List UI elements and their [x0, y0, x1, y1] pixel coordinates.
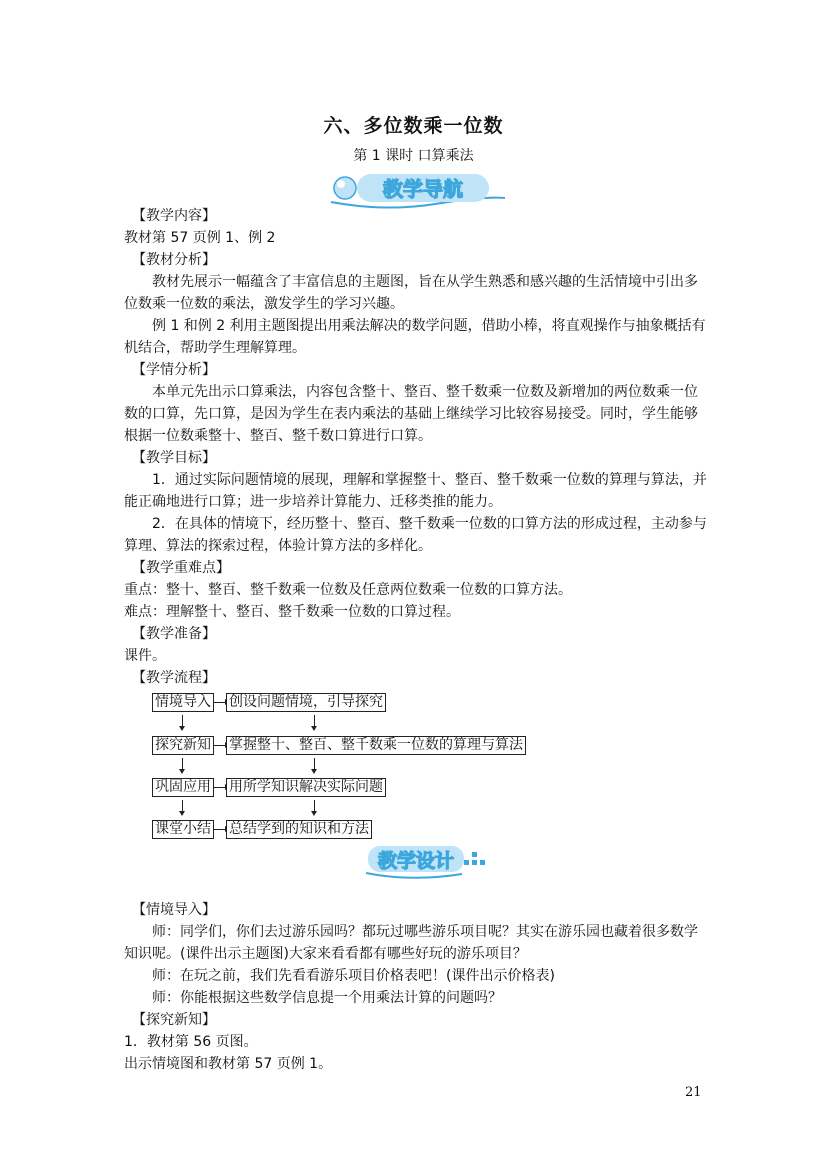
- teaching-flow-diagram: [124, 691, 709, 841]
- flow-step-box: 课堂小结: [152, 820, 214, 839]
- paragraph: 1．通过实际问题情境的展现，理解和掌握整十、整百、整千数乘一位数的算理与算法，并能正确地进行口算；进一步培养计算能力、迁移类推的能力。: [124, 472, 707, 510]
- flow-step-box: 巩固应用: [152, 778, 214, 797]
- section-text: 出示情境图和教材第 57 页例 1。: [124, 1056, 333, 1072]
- arrow-down-icon: [314, 715, 315, 727]
- section-heading: 【教学重难点】: [132, 560, 230, 576]
- section-heading: 【教学准备】: [132, 626, 216, 642]
- flow-desc-box: 掌握整十、整百、整千数乘一位数的算理与算法: [226, 736, 526, 755]
- lesson-body: [124, 205, 709, 1075]
- banner-text: 教学导航: [383, 177, 463, 201]
- paragraph: 师：同学们，你们去过游乐园吗？都玩过哪些游乐项目呢？其实在游乐园也藏着很多数学知识呢。(课件出示主题图)大家来看看都有哪些好玩的游乐项目？: [124, 924, 698, 962]
- flow-step-box: 探究新知: [152, 736, 214, 755]
- arrow-right-icon: [214, 787, 226, 788]
- paragraph: 师：你能根据这些数学信息提一个用乘法计算的问题吗？: [152, 990, 502, 1006]
- section-heading: 【教学内容】: [132, 208, 216, 224]
- arrow-right-icon: [214, 745, 226, 746]
- arrow-down-icon: [182, 715, 183, 727]
- arrow-down-icon: [182, 800, 183, 812]
- arrow-right-icon: [214, 702, 226, 703]
- flow-desc-box: 总结学到的知识和方法: [226, 820, 372, 839]
- section-heading: 【教学目标】: [132, 450, 216, 466]
- section-heading: 【教材分析】: [132, 252, 216, 268]
- flow-desc-box: 创设问题情境，引导探究: [226, 693, 386, 712]
- arrow-down-icon: [314, 758, 315, 770]
- section-text: 1．教材第 56 页图。: [124, 1034, 258, 1050]
- flow-desc-box: 用所学知识解决实际问题: [226, 778, 386, 797]
- page-title: 六、多位数乘一位数: [323, 115, 504, 137]
- section-text: 重点：整十、整百、整千数乘一位数及任意两位数乘一位数的口算方法。: [124, 582, 572, 598]
- paragraph: 例 1 和例 2 利用主题图提出用乘法解决的数学问题，借助小棒，将直观操作与抽象概括有机结合，帮助学生理解算理。: [124, 318, 706, 356]
- paragraph: 2．在具体的情境下，经历整十、整百、整千数乘一位数的口算方法的形成过程，主动参与算理、算法的探索过程，体验计算方法的多样化。: [124, 516, 707, 554]
- page-number: 21: [685, 1085, 702, 1100]
- section-heading: 【教学流程】: [132, 670, 216, 686]
- flow-step-box: 情境导入: [152, 693, 214, 712]
- paragraph: 教材先展示一幅蕴含了丰富信息的主题图，旨在从学生熟悉和感兴趣的生活情境中引出多位数乘一位数的乘法，激发学生的学习兴趣。: [124, 274, 698, 312]
- section-text: 课件。: [124, 648, 166, 664]
- section-heading: 【情境导入】: [132, 902, 216, 918]
- lesson-subtitle: 第 1 课时 口算乘法: [353, 148, 474, 164]
- paragraph: 师：在玩之前，我们先看看游乐项目价格表吧！(课件出示价格表): [152, 968, 555, 984]
- section-text: 教材第 57 页例 1、例 2: [124, 230, 276, 246]
- section-text: 难点：理解整十、整百、整千数乘一位数的口算过程。: [124, 604, 460, 620]
- paragraph: 本单元先出示口算乘法，内容包含整十、整百、整千数乘一位数及新增加的两位数乘一位数的口算，先口算，是因为学生在表内乘法的基础上继续学习比较容易接受。同时，学生能够根据一位数乘整十、整百、整千数口算进行口算。: [124, 384, 698, 444]
- section-heading: 【探究新知】: [132, 1012, 216, 1028]
- arrow-down-icon: [314, 800, 315, 812]
- section-heading: 【学情分析】: [132, 362, 216, 378]
- banner-spacer: [124, 841, 709, 899]
- banner-text: 教学设计: [377, 850, 455, 872]
- arrow-right-icon: [214, 829, 226, 830]
- arrow-down-icon: [182, 758, 183, 770]
